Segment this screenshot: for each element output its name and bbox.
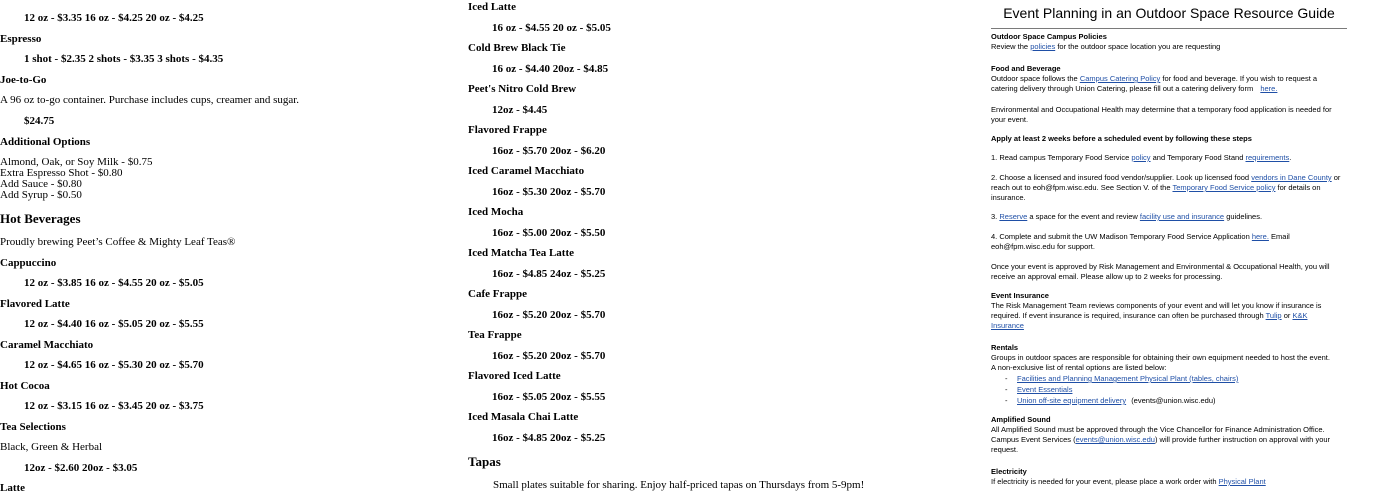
item-name: Iced Masala Chai Latte — [468, 411, 579, 423]
tulip-link[interactable]: Tulip — [1265, 311, 1282, 320]
text: 2. Choose a licensed and insured food vendor/supplier. Look up licensed food — [991, 173, 1250, 182]
food-stand-requirements-link[interactable]: requirements — [1245, 153, 1290, 162]
bullet: - — [1005, 385, 1008, 394]
price-line: 16oz - $5.05 20oz - $5.55 — [492, 391, 606, 403]
section-description: Proudly brewing Peet’s Coffee & Mighty Leaf Teas® — [0, 236, 236, 248]
catering-policy-link[interactable]: Campus Catering Policy — [1079, 74, 1161, 83]
price-line: 16oz - $4.85 20oz - $5.25 — [492, 432, 606, 444]
text: catering delivery through Union Catering, please fill out a catering delivery form — [991, 84, 1254, 93]
amplified-sound-text: All Amplified Sound must be approved through the Vice Chancellor for Finance Administration Office. — [991, 425, 1325, 434]
item-name: Iced Latte — [468, 1, 516, 13]
item-name: Flavored Latte — [0, 298, 70, 310]
price-line: 16oz - $5.00 20oz - $5.50 — [492, 227, 606, 239]
section-heading: Hot Beverages — [0, 211, 81, 226]
food-service-policy-link[interactable]: policy — [1131, 153, 1151, 162]
food-heading: Food and Beverage — [991, 64, 1061, 73]
step-1 — [991, 153, 1347, 163]
reserve-link[interactable]: Reserve — [999, 212, 1028, 221]
text: and Temporary Food Stand — [1152, 153, 1244, 162]
item-name: Cafe Frappe — [468, 288, 527, 300]
price-line: 12oz - $2.60 20oz - $3.05 — [24, 462, 138, 474]
price-line: 16oz - $5.70 20oz - $6.20 — [492, 145, 606, 157]
approval-text: Once your event is approved by Risk Management and Environmental & Occupational Health, you will — [991, 262, 1330, 271]
item-description: Black, Green & Herbal — [0, 441, 103, 453]
item-name: Iced Caramel Macchiato — [468, 165, 585, 177]
price-line: 12 oz - $3.85 16 oz - $4.55 20 oz - $5.05 — [24, 277, 204, 289]
text: 3. — [991, 212, 998, 221]
item-name: Espresso — [0, 33, 42, 45]
amplified-sound-text-2 — [991, 435, 1347, 445]
step-2-line-2 — [991, 183, 1347, 193]
text: If electricity is needed for your event, please place a work order with — [991, 477, 1217, 486]
union-delivery-link[interactable]: Union off-site equipment delivery — [1017, 396, 1127, 405]
item-name: Flavored Frappe — [468, 124, 547, 136]
amplified-sound-heading: Amplified Sound — [991, 415, 1051, 424]
divider — [991, 28, 1347, 29]
price-line: 16 oz - $4.40 20oz - $4.85 — [492, 63, 609, 75]
price-line: 16 oz - $4.55 20 oz - $5.05 — [492, 22, 611, 34]
step-2 — [991, 173, 1347, 183]
temporary-food-policy-link[interactable]: Temporary Food Service policy — [1172, 183, 1276, 192]
price-line: 16oz - $5.30 20oz - $5.70 — [492, 186, 606, 198]
text: for food and beverage. If you wish to request a — [1162, 74, 1318, 83]
physical-plant-link[interactable]: Physical Plant — [1218, 477, 1266, 486]
bullet: - — [1005, 374, 1008, 383]
item-name: Iced Matcha Tea Latte — [468, 247, 575, 259]
price-line: 12 oz - $3.15 16 oz - $3.45 20 oz - $3.75 — [24, 400, 204, 412]
text: reach out to eoh@fpm.wisc.edu. See Section V. of the — [991, 183, 1171, 192]
events-email-link[interactable]: events@union.wisc.edu — [1075, 435, 1155, 444]
event-essentials-link[interactable]: Event Essentials — [1017, 385, 1073, 394]
text: Email — [1271, 232, 1290, 241]
step-4-line-2: eoh@fpm.wisc.edu for support. — [991, 242, 1095, 251]
rental-item — [991, 374, 1347, 384]
insurance-text-3 — [991, 321, 1347, 331]
option-line: Add Syrup - $0.50 — [0, 189, 82, 201]
step-3 — [991, 212, 1347, 222]
guide-title: Event Planning in an Outdoor Space Resource Guide — [1003, 5, 1335, 21]
catering-form-link[interactable]: here. — [1260, 84, 1278, 93]
item-name: Cappuccino — [0, 257, 57, 269]
section-heading: Tapas — [468, 454, 501, 469]
item-name: Joe-to-Go — [0, 74, 47, 86]
text: for the outdoor space location you are requesting — [1057, 42, 1221, 51]
rentals-heading: Rentals — [991, 343, 1019, 352]
electricity-text — [991, 477, 1347, 487]
item-name: Flavored Iced Latte — [468, 370, 561, 382]
item-name: Hot Cocoa — [0, 380, 50, 392]
price-line: $24.75 — [24, 115, 55, 127]
apply-heading: Apply at least 2 weeks before a scheduled event by following these steps — [991, 134, 1252, 143]
item-name: Tea Frappe — [468, 329, 522, 341]
food-text-2 — [991, 84, 1347, 94]
text: Review the — [991, 42, 1029, 51]
option-line: Add Sauce - $0.80 — [0, 178, 82, 190]
text: . — [1289, 153, 1292, 162]
item-name: Iced Mocha — [468, 206, 524, 218]
price-line: 12 oz - $4.65 16 oz - $5.30 20 oz - $5.70 — [24, 359, 204, 371]
rental-item — [991, 385, 1347, 395]
text: for details on — [1277, 183, 1321, 192]
price-line: 12 oz - $3.35 16 oz - $4.25 20 oz - $4.25 — [24, 12, 204, 24]
price-line: 1 shot - $2.35 2 shots - $3.35 3 shots - $4.35 — [24, 53, 224, 65]
policies-heading: Outdoor Space Campus Policies — [991, 32, 1107, 41]
item-name: Peet's Nitro Cold Brew — [468, 83, 577, 95]
option-line: Almond, Oak, or Soy Milk - $0.75 — [0, 156, 153, 168]
rental-item — [991, 396, 1347, 406]
item-name: Tea Selections — [0, 421, 66, 433]
text: a space for the event and review — [1029, 212, 1138, 221]
text: 1. Read campus Temporary Food Service — [991, 153, 1130, 162]
rentals-text-2: A non-exclusive list of rental options are listed below: — [991, 363, 1167, 372]
price-line: 16oz - $5.20 20oz - $5.70 — [492, 350, 606, 362]
text: or — [1333, 173, 1341, 182]
application-link[interactable]: here. — [1251, 232, 1269, 241]
section-description: Small plates suitable for sharing. Enjoy half-priced tapas on Thursdays from 5-9pm! — [493, 479, 865, 491]
insurance-text: The Risk Management Team reviews components of your event and will let you know if insurance is — [991, 301, 1322, 310]
item-name: Latte — [0, 482, 26, 494]
rentals-text: Groups in outdoor spaces are responsible for obtaining their own equipment needed to host the event. — [991, 353, 1330, 362]
section-heading: Additional Options — [0, 136, 91, 148]
text: ) will provide further instruction on approval with your — [1154, 435, 1331, 444]
food-text — [991, 74, 1347, 84]
text: required. If event insurance is required, insurance can often be purchased through — [991, 311, 1264, 320]
facility-use-link[interactable]: facility use and insurance — [1139, 212, 1225, 221]
text: Outdoor space follows the — [991, 74, 1078, 83]
amplified-sound-text-3: request. — [991, 445, 1019, 454]
physical-plant-rental-link[interactable]: Facilities and Planning Management Physical Plant (tables, chairs) — [1017, 374, 1239, 383]
policies-link[interactable]: policies — [1030, 42, 1056, 51]
insurance-text-2 — [991, 311, 1347, 321]
text: guidelines. — [1226, 212, 1263, 221]
approval-text-2: receive an approval email. Please allow up to 2 weeks for processing. — [991, 272, 1223, 281]
text: Campus Event Services ( — [991, 435, 1076, 444]
env-text-2: your event. — [991, 115, 1029, 124]
option-line: Extra Espresso Shot - $0.80 — [0, 167, 123, 179]
item-name: Caramel Macchiato — [0, 339, 94, 351]
price-line: 16oz - $4.85 24oz - $5.25 — [492, 268, 606, 280]
electricity-heading: Electricity — [991, 467, 1027, 476]
item-name: Cold Brew Black Tie — [468, 42, 566, 54]
item-description: A 96 oz to-go container. Purchase includes cups, creamer and sugar. — [0, 94, 300, 106]
kk-insurance-link[interactable]: K&K — [1292, 311, 1308, 320]
step-4 — [991, 232, 1347, 242]
policies-text — [991, 42, 1347, 52]
price-line: 16oz - $5.20 20oz - $5.70 — [492, 309, 606, 321]
text: or — [1283, 311, 1291, 320]
insurance-heading: Event Insurance — [991, 291, 1049, 300]
vendors-link[interactable]: vendors in Dane County — [1251, 173, 1332, 182]
price-line: 12 oz - $4.40 16 oz - $5.05 20 oz - $5.55 — [24, 318, 204, 330]
bullet: - — [1005, 396, 1008, 405]
price-line: 12oz - $4.45 — [492, 104, 548, 116]
kk-insurance-link-2[interactable]: Insurance — [991, 321, 1024, 330]
text: 4. Complete and submit the UW Madison Temporary Food Service Application — [991, 232, 1250, 241]
text: (events@union.wisc.edu) — [1131, 396, 1216, 405]
env-text: Environmental and Occupational Health may determine that a temporary food application is needed for — [991, 105, 1332, 114]
step-2-line-3: insurance. — [991, 193, 1026, 202]
